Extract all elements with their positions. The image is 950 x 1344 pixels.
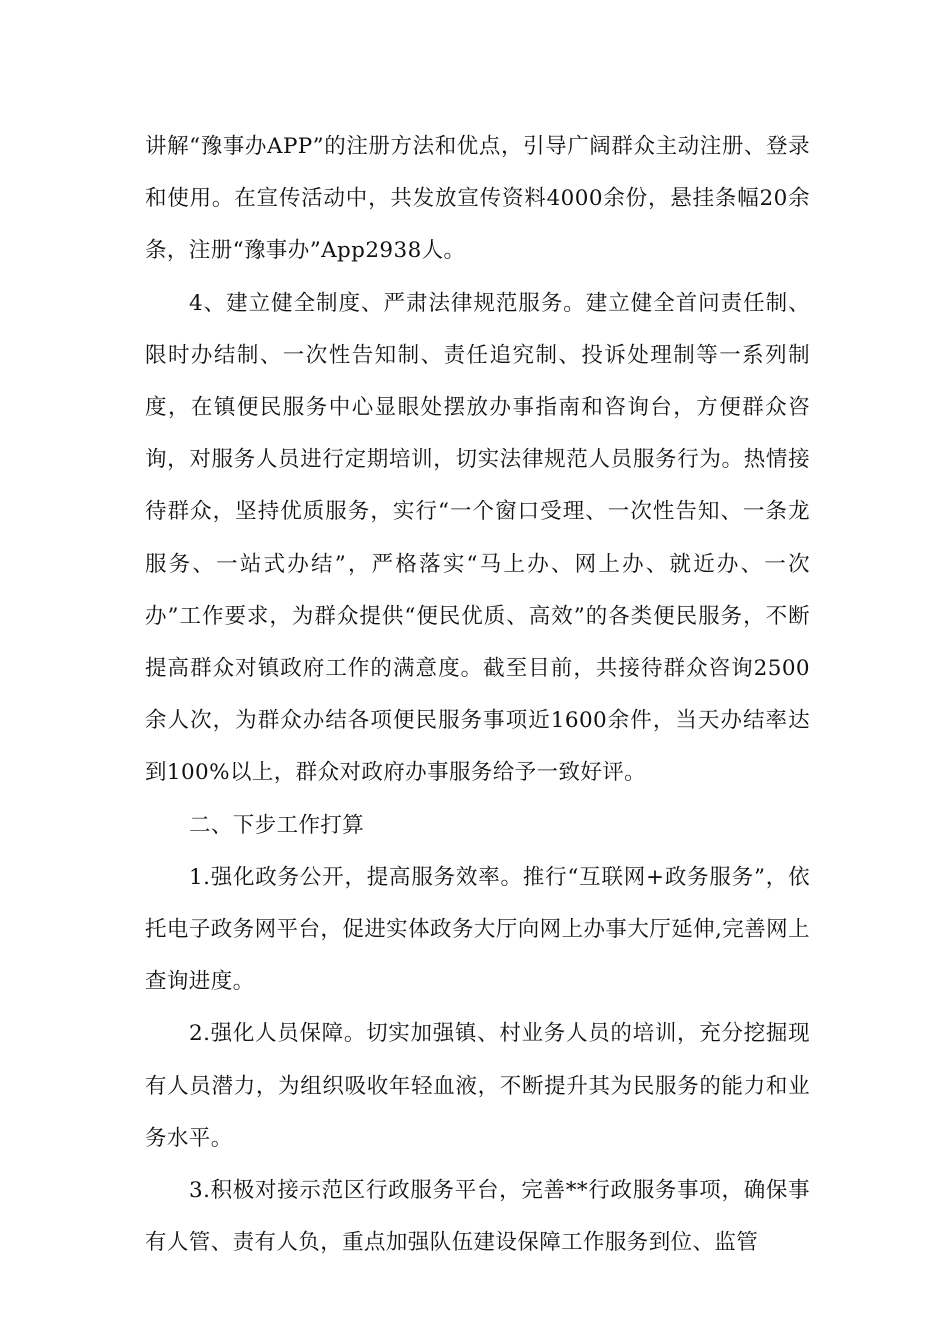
paragraph-continuation: 讲解“豫事办APP”的注册方法和优点，引导广阔群众主动注册、登录和使用。在宣传活动中，共发放宣传资料4000余份，悬挂条幅20余条，注册“豫事办”App2938人。 <box>145 134 810 264</box>
paragraph-item-4: 4、建立健全制度、严肃法律规范服务。建立健全首问责任制、限时办结制、一次性告知制、责任追究制、投诉处理制等一系列制度，在镇便民服务中心显眼处摆放办事指南和咨询台，方便群众咨询，对服务人员进行定期培训，切实法律规范人员服务行为。热情接待群众，坚持优质服务，实行“一个窗口受理、一次性告知、一条龙服务、一站式办结”，严格落实“马上办、网上办、就近办、一次办”工作要求，为群众提供“便民优质、高效”的各类便民服务，不断提高群众对镇政府工作的满意度。截至目前，共接待群众咨询2500余人次，为群众办结各项便民服务事项近1600余件，当天办结率达到100%以上，群众对政府办事服务给予一致好评。 <box>145 290 810 786</box>
section-heading-next-steps: 二、下步工作打算 <box>189 812 365 838</box>
document-body <box>145 121 810 1269</box>
paragraph-plan-1: 1.强化政务公开，提高服务效率。推行“互联网+政务服务”，依托电子政务网平台，促进实体政务大厅向网上办事大厅延伸,完善网上查询进度。 <box>145 864 810 995</box>
paragraph-plan-2: 2.强化人员保障。切实加强镇、村业务人员的培训，充分挖掘现有人员潜力，为组织吸收年轻血液，不断提升其为民服务的能力和业务水平。 <box>145 1021 810 1151</box>
paragraph-plan-3: 3.积极对接示范区行政服务平台，完善**行政服务事项，确保事有人管、责有人负，重点加强队伍建设保障工作服务到位、监管 <box>145 1178 810 1256</box>
